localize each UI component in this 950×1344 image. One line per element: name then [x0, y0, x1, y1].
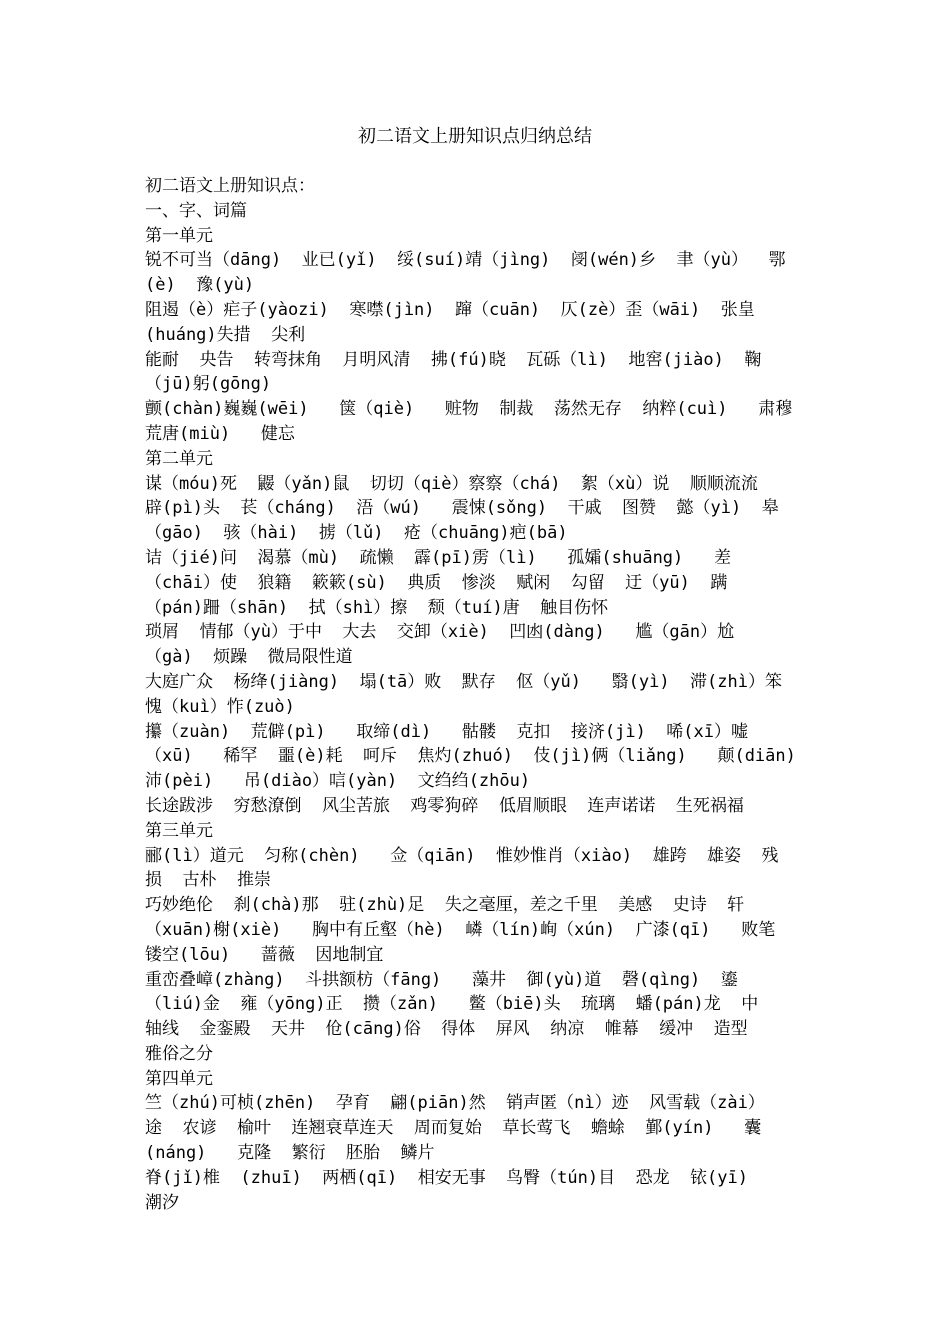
text-line: 诘（jié)问 渴慕（mù) 疏懒 霹(pī)雳（lì) 孤孀(shuāng) 差	[145, 547, 731, 568]
text-line: 巧妙绝伦 刹(chà)那 驻(zhù)足 失之毫厘，差之千里 美感 史诗 轩	[145, 895, 745, 916]
text-line: （liú)金 雍（yōng)正 攒（zǎn) 鳖（biē)头 琉璃 蟠(pán)龙 中	[145, 994, 759, 1015]
text-line: 辟(pì)头 苌（cháng) 浯（wú) 震悚(sǒng) 干戚 图赞 懿（yì) 皋	[145, 498, 779, 519]
text-line: 第一单元	[145, 225, 213, 246]
text-line: （jū)躬(gōng)	[145, 374, 272, 395]
text-line: 琐屑 情郁（yù）于中 大去 交卸（xiè) 凹凼(dàng) 尴（gān）尬	[145, 622, 735, 643]
text-line: 攥（zuàn) 荒僻(pì) 取缔(dì) 骷髅 克扣 接济(jì) 唏(xī）嘘	[145, 721, 748, 742]
document-title: 初二语文上册知识点归纳总结	[358, 126, 592, 147]
text-line: 阻遏（è）疟子(yàozi) 寒噤(jìn) 蹿（cuān) 仄(zè）歪（wāi) 张皇	[145, 299, 755, 320]
text-line: 沛(pèi) 吊(diào）唁(yàn) 文绉绉(zhōu)	[145, 771, 531, 792]
document-body	[145, 174, 809, 1215]
text-line: 郦(lì）道元 匀称(chèn) 佥（qiān) 惟妙惟肖（xiào) 雄跨 雄姿 残	[145, 845, 779, 866]
text-line: 损 古朴 推崇	[145, 870, 271, 891]
text-line: 第四单元	[145, 1068, 213, 1089]
text-line: （gāo) 骇（hài) 掳（lǔ) 疮（chuāng)疤(bā)	[145, 523, 568, 544]
text-line: （chāi）使 狼籍 簌簌(sù) 典质 惨淡 赋闲 勾留 迂（yū) 蹒	[145, 572, 728, 593]
text-line: 能耐 央告 转弯抹角 月明风清 拂(fú)晓 瓦砾（lì) 地窖(jiào) 鞠	[145, 349, 762, 370]
text-line: （xuān)榭(xiè) 胸中有丘壑（hè) 嶙（lín)峋（xún) 广漆(qī) 败笔	[145, 919, 776, 940]
text-line: 轴线 金銮殿 天井 伧(cāng)俗 得体 屏风 纳凉 帷幕 缓冲 造型	[145, 1019, 748, 1040]
text-line: 初二语文上册知识点：	[145, 176, 315, 196]
text-line: 大庭广众 杨绛(jiàng) 塌(tā）败 默存 伛（yǔ) 翳(yì) 滞(zhì）笨	[145, 671, 782, 692]
text-line: 途 农谚 榆叶 连翘衰草连天 周而复始 草长莺飞 蟾蜍 鄞(yín) 囊	[145, 1118, 762, 1139]
text-line: 潮汐	[145, 1192, 179, 1213]
text-line: 镂空(lōu) 蔷薇 因地制宜	[145, 944, 384, 965]
text-line: 长途跋涉 穷愁潦倒 风尘苦旅 鸡零狗碎 低眉顺眼 连声诺诺 生死祸福	[145, 795, 744, 816]
text-line: (náng) 克隆 繁衍 胚胎 鳞片	[145, 1143, 435, 1164]
text-line: （pán)跚（shān) 拭（shì）擦 颓（tuí)唐 触目伤怀	[145, 597, 609, 618]
text-line: （xū) 稀罕 噩(è)耗 呵斥 焦灼(zhuó) 伎(jì)俩（liǎng) 颠(diān)	[145, 746, 796, 767]
text-line: 谋（móu)死 鼹（yǎn)鼠 切切（qiè）察察（chá) 絮（xù）说 顺顺流流	[145, 473, 758, 494]
text-line: 一、字、词篇	[145, 200, 247, 221]
text-line: 颤(chàn)巍巍(wēi) 箧（qiè) 赃物 制裁 荡然无存 纳粹(cuì) 肃穆	[145, 399, 793, 420]
text-line: 第二单元	[145, 448, 213, 469]
text-line: 愧（kuì）怍(zuò)	[145, 696, 295, 717]
text-line: 锐不可当（dāng) 业已(yǐ) 绥(suí)靖（jìng) 阌(wén)乡 聿（yù） 鄂	[145, 250, 786, 271]
text-line: 重峦叠嶂(zhàng) 斗拱额枋（fāng) 藻井 御(yù)道 磬(qìng) 鎏	[145, 969, 738, 990]
text-line: （gà) 烦躁 微局限性道	[145, 647, 353, 668]
text-line: 荒唐(miù) 健忘	[145, 423, 295, 444]
text-line: 雅俗之分	[145, 1043, 213, 1064]
text-line: 第三单元	[145, 820, 213, 841]
text-line: 竺（zhú)可桢(zhēn) 孕育 翩(piān)然 销声匿（nì）迹 风雪载（zài）	[145, 1093, 765, 1114]
text-line: (è) 豫(yù)	[145, 275, 255, 296]
text-line: 脊(jǐ)椎 (zhuī) 两栖(qī) 相安无事 鸟臀（tún)目 恐龙 铱(yī)	[145, 1167, 748, 1188]
text-line: (huáng)失措 尖利	[145, 324, 306, 345]
